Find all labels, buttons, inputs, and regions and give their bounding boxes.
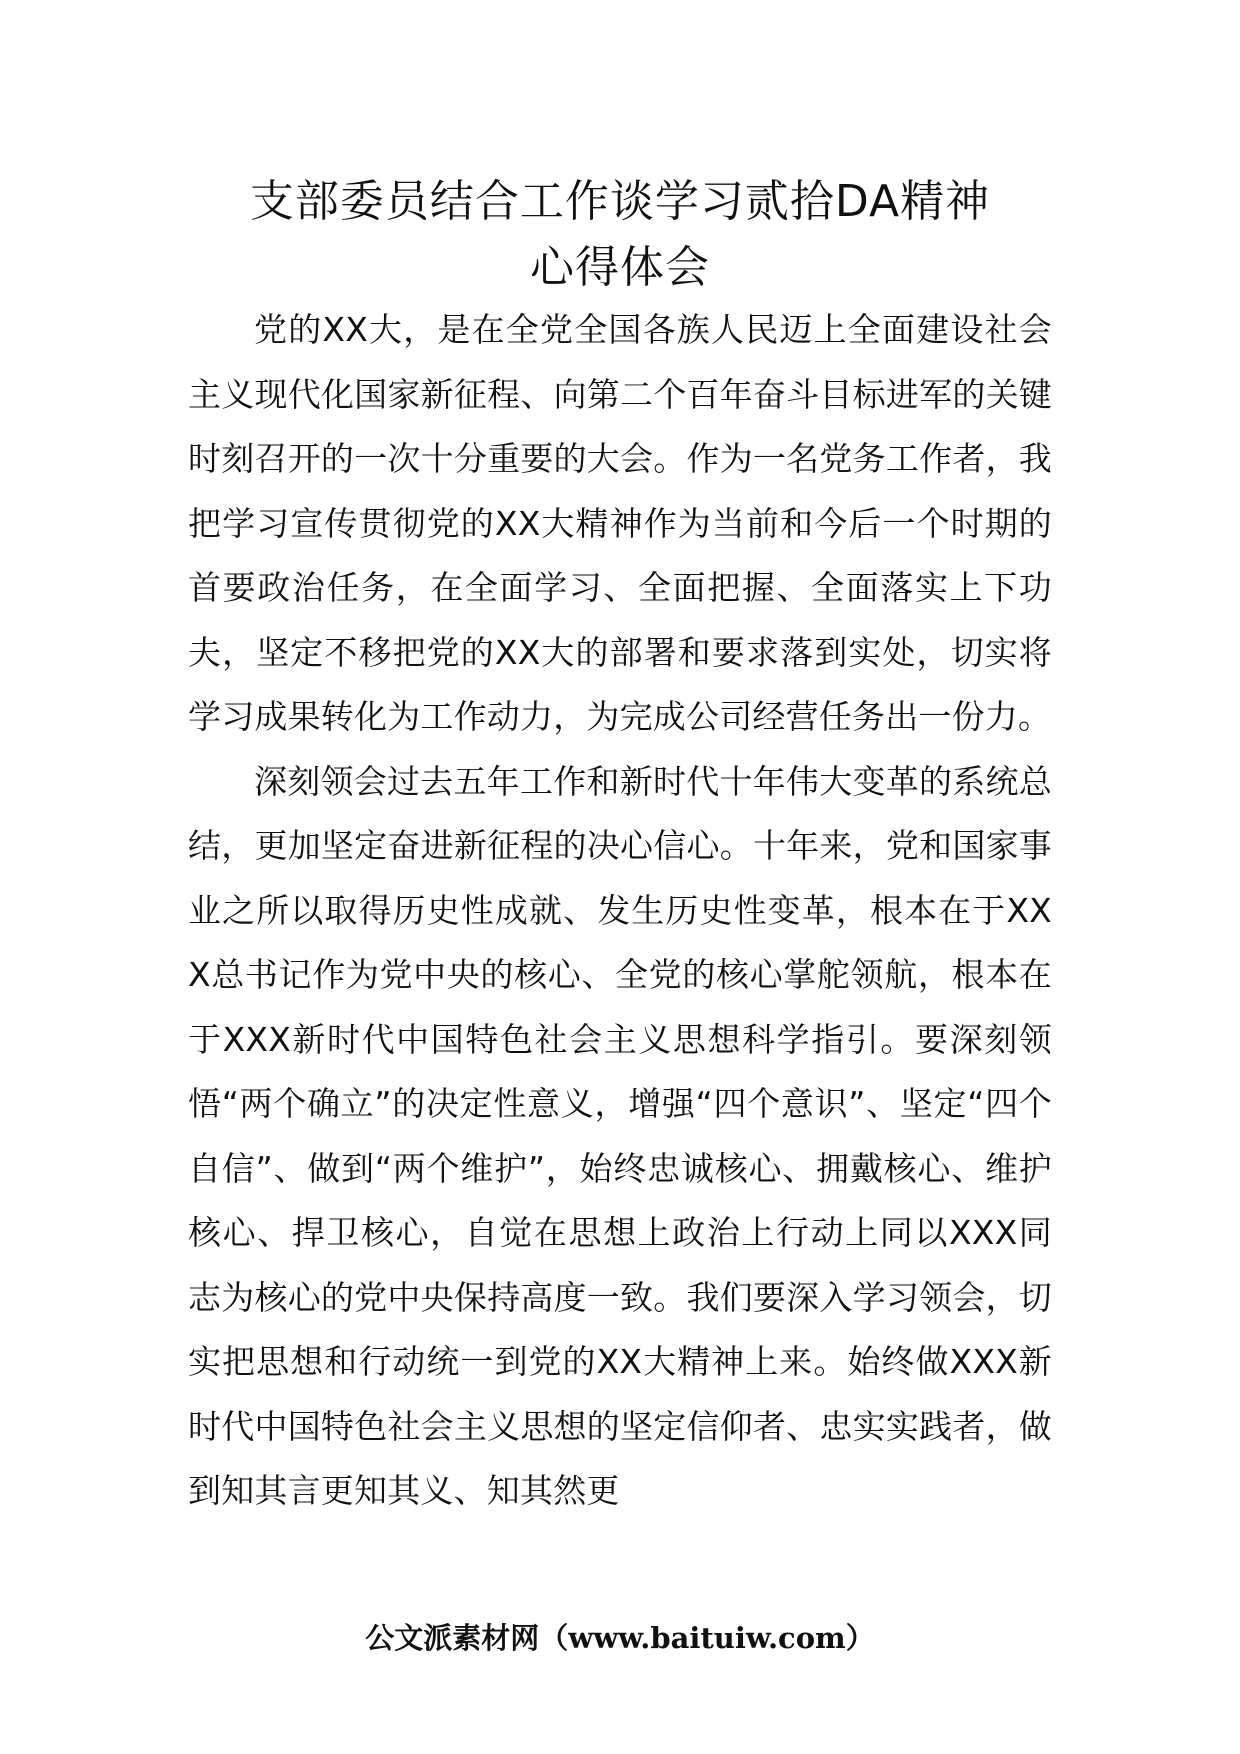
document-title-line-2: 心得体会 — [530, 242, 710, 293]
paragraph-1: 党的XX大，是在全党全国各族人民迈上全面建设社会主义现代化国家新征程、向第二个百年奋斗目标进军的关键时刻召开的一次十分重要的大会。作为一名党务工作者，我把学习宣传贯彻党的XX大精神作为当前和今后一个时期的首要政治任务，在全面学习、全面把握、全面落实上下功夫，坚定不移把党的XX大的部署和要求落到实处，切实将学习成果转化为工作动力，为完成公司经营任务出一份力。 — [188, 310, 1052, 736]
paragraph-2: 深刻领会过去五年工作和新时代十年伟大变革的系统总结，更加坚定奋进新征程的决心信心。十年来，党和国家事业之所以取得历史性成就、发生历史性变革，根本在于XXX总书记作为党中央的核心、全党的核心掌舵领航，根本在于XXX新时代中国特色社会主义思想科学指引。要深刻领悟“两个确立”的决定性意义，增强“四个意识”、坚定“四个自信”、做到“两个维护”，始终忠诚核心、拥戴核心、维护核心、捍卫核心，自觉在思想上政治上行动上同以XXX同志为核心的党中央保持高度一致。我们要深入学习领会，切实把思想和行动统一到党的XX大精神上来。始终做XXX新时代中国特色社会主义思想的坚定信仰者、忠实实践者，做到知其言更知其义、知其然更 — [188, 761, 1052, 1510]
document-title-line-1: 支部委员结合工作谈学习贰拾DA精神 — [249, 176, 991, 227]
footer-source: 公文派素材网（www.baituiw.com） — [365, 1621, 875, 1655]
document-body — [188, 298, 1052, 1524]
